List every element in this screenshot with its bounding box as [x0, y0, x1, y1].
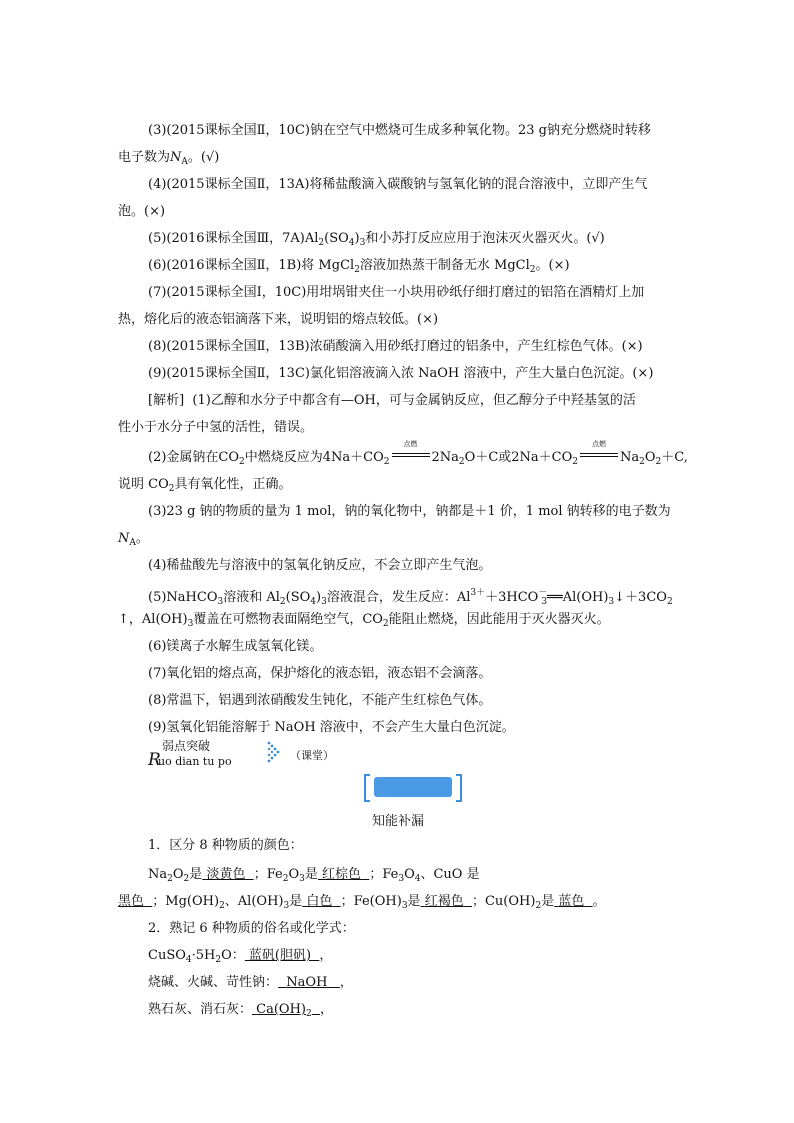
item-7-line-2 — [118, 311, 438, 329]
subscript: 4 — [348, 238, 355, 248]
subscript: 2 — [279, 597, 286, 607]
analysis-text: (8)常温下，铝遇到浓硝酸发生钝化，不能产生红棕色气体。 — [148, 693, 492, 708]
item-7-line-1 — [148, 284, 644, 302]
analysis-2-line-2 — [118, 476, 292, 498]
subscript: 2 — [183, 874, 190, 884]
color-line-1 — [148, 866, 480, 888]
analysis-text: (1)乙醇和水分子中都含有—OH，可与金属钠反应，但乙醇分子中羟基氢的活 — [192, 393, 636, 408]
subscript: 3 — [541, 597, 548, 607]
subscript: 2 — [572, 457, 578, 467]
subscript: 2 — [168, 484, 175, 494]
t: 溶液和 Al — [223, 590, 280, 605]
t: Na — [620, 450, 640, 465]
t: 溶液混合，发生反应：Al — [326, 590, 471, 605]
chevron-right-icon — [266, 740, 286, 764]
subscript: 2 — [529, 265, 536, 275]
t: ；Cu(OH) — [471, 894, 536, 909]
t: 覆盖在可燃物表面隔绝空气，CO — [193, 612, 383, 627]
t: ；Fe(OH) — [340, 894, 402, 909]
equals-bar — [392, 456, 430, 457]
answer: 蓝色 — [558, 894, 585, 909]
analysis-text: (3)23 g 钠的物质的量为 1 mol，钠的氧化物中，钠都是＋1 价，1 mol 钠转移的电子数为 — [148, 504, 671, 519]
t: 。(×) — [535, 258, 570, 273]
t: 能阻止燃烧，因此能用于灭火器灭火。 — [388, 612, 610, 627]
item-8 — [148, 338, 643, 356]
answer-blank — [118, 894, 152, 909]
banner-label: 知能补漏 — [371, 814, 424, 829]
section-banner — [364, 774, 462, 800]
t: 烧碱、火碱、苛性钠： — [148, 975, 279, 990]
section-heading — [148, 736, 348, 776]
name-line-2 — [148, 974, 353, 992]
subscript: 3 — [401, 901, 408, 911]
t: O＋C或2Na＋CO — [464, 450, 573, 465]
analysis-3-line-2 — [118, 530, 149, 552]
t: (SO — [324, 231, 349, 246]
subscript: 2 — [354, 265, 360, 275]
question-1-title — [148, 837, 303, 855]
item-3-line-1 — [148, 122, 651, 140]
analysis-8 — [148, 692, 491, 710]
equals-bar — [392, 453, 430, 454]
answer: 红棕色 — [322, 867, 362, 882]
analysis-text: (7)氧化铝的熔点高，保护熔化的液态铝，液态铝不会滴落。 — [148, 666, 492, 681]
section-tag: （课堂） — [290, 749, 334, 762]
condition-label: 点燃 — [403, 440, 418, 448]
t: CuSO — [148, 948, 186, 963]
analysis-9 — [148, 719, 515, 737]
t: ， — [319, 948, 333, 963]
analysis-text: (6)镁离子水解生成氢氧化镁。 — [148, 639, 323, 654]
section-title: 弱点突破 — [162, 739, 211, 753]
subscript: 2 — [167, 874, 173, 884]
analysis-2-line-1 — [148, 440, 688, 471]
analysis-1-line-1 — [148, 392, 636, 410]
answer-blank — [318, 867, 369, 882]
t: ↑，Al(OH) — [118, 612, 188, 627]
t: ) — [316, 590, 322, 605]
analysis-6 — [148, 638, 322, 656]
answer: 白色 — [306, 894, 333, 909]
analysis-1-line-2 — [118, 419, 313, 437]
t: 、CuO 是 — [420, 867, 480, 882]
t: 和小苏打反应应用于泡沫灭火器灭火。(√) — [365, 231, 605, 246]
question-text: 2．熟记 6 种物质的俗名或化学式： — [148, 921, 355, 936]
analysis-text: 性小于水分子中氢的活性，错误。 — [118, 420, 314, 435]
t: 。 — [135, 531, 149, 546]
item-text: (4)(2015课标全国Ⅱ，13A)将稀盐酸滴入碳酸钠与氢氧化钠的混合溶液中，立即产生气 — [148, 177, 648, 192]
subscript: 2 — [219, 901, 225, 911]
t: O — [172, 867, 184, 882]
subscript: 3 — [608, 597, 615, 607]
answer: Ca(OH) — [256, 1002, 306, 1017]
answer-blank — [202, 867, 253, 882]
analysis-text: (9)氢氧化铝能溶解于 NaOH 溶液中，不会产生大量白色沉淀。 — [148, 720, 515, 735]
t: 熟石灰、消石灰： — [148, 1002, 253, 1017]
banner-bracket-right — [456, 774, 462, 802]
t: ， — [320, 1002, 334, 1017]
subscript: 3 — [187, 619, 194, 629]
subscript: 4 — [310, 597, 317, 607]
answer: 黑色 — [118, 894, 145, 909]
subscript: 2 — [215, 955, 222, 965]
condition-label: 点燃 — [592, 440, 606, 448]
superscript: － — [538, 588, 548, 598]
avogadro-symbol: N — [118, 531, 130, 546]
item-text: 泡。(×) — [118, 204, 166, 219]
t: O — [404, 867, 415, 882]
equals-bar — [580, 453, 618, 454]
answer-blank — [245, 948, 320, 963]
t: 、Al(OH) — [224, 894, 284, 909]
t: ；Mg(OH) — [152, 894, 220, 909]
t: ·5H — [191, 948, 216, 963]
question-2-title — [148, 920, 355, 938]
subscript: 2 — [383, 457, 390, 467]
subscript: A — [181, 157, 188, 167]
t: O — [644, 450, 656, 465]
subscript: 3 — [321, 597, 327, 607]
analysis-4 — [148, 557, 491, 575]
item-9 — [148, 365, 653, 383]
subscript: A — [129, 538, 136, 548]
banner-fill — [374, 777, 452, 797]
t: 。 — [592, 894, 606, 909]
t: ══Al(OH) — [547, 590, 609, 605]
item-4-line-2 — [118, 203, 165, 221]
t: (6)(2016课标全国Ⅱ，1B)将 MgCl — [148, 258, 355, 273]
equals-bar — [580, 456, 618, 457]
t: 是 — [304, 867, 318, 882]
answer-blank — [252, 1002, 320, 1017]
analysis-text: (4)稀盐酸先与溶液中的氢氧化钠反应，不会立即产生气泡。 — [148, 558, 492, 573]
t: ；Fe — [369, 867, 399, 882]
t: O： — [221, 948, 245, 963]
t: (5)NaHCO — [148, 590, 218, 605]
item-5 — [148, 230, 605, 252]
item-text: 电子数为 — [118, 150, 171, 165]
answer-blank — [421, 894, 472, 909]
item-6 — [148, 257, 570, 279]
analysis-5-line-1 — [148, 584, 673, 611]
t: ， — [339, 975, 353, 990]
subscript: 3 — [299, 874, 305, 884]
subscript: 2 — [318, 238, 325, 248]
item-text: 热，熔化后的液态铝滴落下来，说明铝的熔点较低。(×) — [118, 312, 439, 327]
answer: NaOH — [286, 975, 328, 990]
t: 具有氧化性，正确。 — [174, 477, 292, 492]
t: ↓＋3CO — [614, 590, 667, 605]
item-4-line-1 — [148, 176, 647, 194]
item-3-line-2 — [118, 149, 219, 171]
subscript: 2 — [239, 457, 245, 467]
answer: 淡黄色 — [206, 867, 246, 882]
subscript: 2 — [655, 457, 662, 467]
t: ) — [354, 231, 360, 246]
t: 是 — [289, 894, 303, 909]
analysis-5-line-2 — [118, 611, 610, 633]
subscript: 3 — [359, 238, 366, 248]
t: ＋C, — [661, 450, 688, 465]
t: 是 — [407, 894, 421, 909]
reaction-condition — [580, 440, 618, 460]
section-pinyin: uo dian tu po — [158, 755, 232, 768]
analysis-label: [解析] — [148, 393, 185, 408]
t: Na — [148, 867, 168, 882]
subscript: 4 — [414, 874, 421, 884]
avogadro-symbol: N — [170, 150, 182, 165]
item-text: (7)(2015课标全国Ⅰ，10C)用坩埚钳夹住一小块用砂纸仔细打磨过的铝箔在酒精灯上加 — [148, 285, 645, 300]
answer-blank — [302, 894, 340, 909]
t: ；Fe — [253, 867, 283, 882]
answer-blank — [554, 894, 592, 909]
question-text: 1．区分 8 种物质的颜色： — [148, 838, 303, 853]
t: 是 — [189, 867, 203, 882]
subscript: 3 — [217, 597, 224, 607]
t: 2Na — [431, 450, 459, 465]
superscript: 3＋ — [470, 588, 486, 598]
subscript: 2 — [306, 1009, 312, 1019]
name-line-3 — [148, 1001, 333, 1023]
t: O — [288, 867, 300, 882]
banner-bracket-left — [364, 774, 370, 802]
t: 是 — [541, 894, 555, 909]
t: (5)(2016课标全国Ⅲ，7A)Al — [148, 231, 319, 246]
item-text: 。(√) — [187, 150, 220, 165]
t: ＋3HCO — [485, 590, 539, 605]
subscript: 2 — [666, 597, 673, 607]
color-line-2 — [118, 893, 606, 915]
subscript: 2 — [639, 457, 645, 467]
t: 中燃烧反应为4Na＋CO — [244, 450, 384, 465]
subscript: 3 — [398, 874, 405, 884]
t: (2)金属钠在CO — [148, 450, 240, 465]
answer: 红褐色 — [424, 894, 464, 909]
section-initial: R — [148, 750, 161, 770]
t: 说明 CO — [118, 477, 169, 492]
name-line-1 — [148, 947, 332, 969]
analysis-3-line-1 — [148, 503, 671, 521]
t: (SO — [285, 590, 311, 605]
t: 溶液加热蒸干制备无水 MgCl — [359, 258, 530, 273]
answer-blank — [278, 975, 340, 990]
subscript: 3 — [283, 901, 290, 911]
subscript: 4 — [185, 955, 192, 965]
reaction-condition — [392, 440, 430, 460]
subscript: 2 — [458, 457, 465, 467]
subscript: 2 — [282, 874, 289, 884]
subscript: 2 — [535, 901, 542, 911]
answer: 蓝矾(胆矾) — [248, 948, 312, 963]
analysis-7 — [148, 665, 491, 683]
item-text: (9)(2015课标全国Ⅱ，13C)氯化铝溶液滴入浓 NaOH 溶液中，产生大量白色沉淀。(×) — [148, 366, 654, 381]
item-text: (8)(2015课标全国Ⅱ，13B)浓硝酸滴入用砂纸打磨过的铝条中，产生红棕色气体。(×) — [148, 339, 643, 354]
subscript: 2 — [382, 619, 389, 629]
item-text: (3)(2015课标全国Ⅱ，10C)钠在空气中燃烧可生成多种氧化物。23 g钠充分燃烧时转移 — [148, 123, 651, 138]
